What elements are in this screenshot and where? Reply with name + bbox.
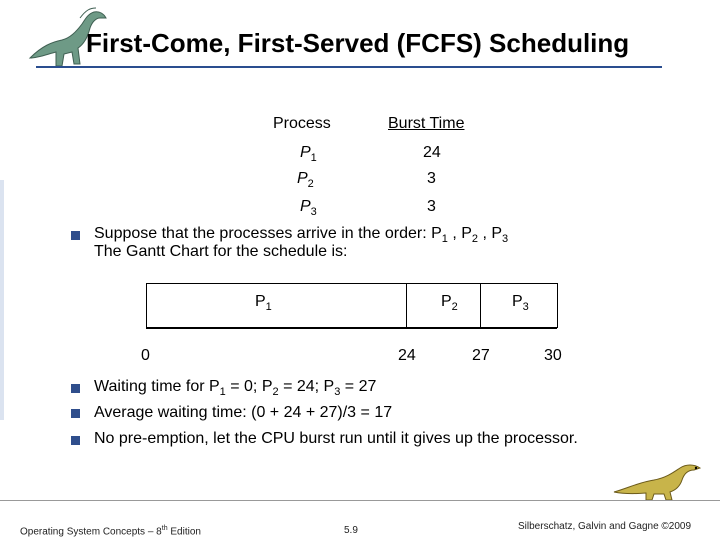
footer-authors: Silberschatz, Galvin and Gagne ©2009	[518, 521, 692, 532]
no-preemption-text: No pre-emption, let the CPU burst run until it gives up the processor.	[94, 430, 578, 447]
table-row-p2-burst: 3	[427, 170, 436, 187]
waiting-time-text: Waiting time for $P_1 = 0$; $P_2 = 24$; $P_3 = 27$	[94, 378, 377, 399]
gantt-tick-0: 0	[141, 347, 150, 364]
table-row-p3-burst: 3	[427, 198, 436, 215]
table-row-p2-process: $P_2$	[297, 170, 314, 191]
gantt-tick-30: 30	[544, 347, 562, 364]
footer-slide-number: 5.9	[344, 525, 358, 536]
side-accent-bar	[0, 180, 4, 420]
gantt-tick-24: 24	[398, 347, 416, 364]
gantt-label-p2: $P_2$	[441, 293, 458, 314]
page-title: First-Come, First-Served (FCFS) Scheduling	[86, 28, 630, 58]
title-divider	[36, 66, 662, 68]
gantt-tick-27: 27	[472, 347, 490, 364]
bullet-icon	[71, 436, 80, 445]
table-row-p1-burst: 24	[423, 144, 441, 161]
gantt-chart	[146, 283, 558, 328]
average-waiting-text: Average waiting time: (0 + 24 + 27)/3 = 17	[94, 404, 393, 421]
bullet-icon	[71, 409, 80, 418]
gantt-baseline	[146, 327, 557, 329]
dinosaur-mascot-icon	[610, 462, 710, 502]
arrival-order-text: Suppose that the processes arrive in the order: $P_1$ , $P_2$ , $P_3$	[94, 225, 509, 246]
table-header-process: Process	[273, 115, 331, 132]
gantt-divider-2	[480, 283, 481, 327]
bullet-icon	[71, 231, 80, 240]
table-header-burst-time: Burst Time	[388, 115, 465, 132]
gantt-label-p1: $P_1$	[255, 293, 272, 314]
table-row-p3-process: $P_3$	[300, 198, 317, 219]
bullet-icon	[71, 384, 80, 393]
footer-divider	[0, 500, 720, 501]
gantt-label-p3: $P_3$	[512, 293, 529, 314]
gantt-divider-1	[406, 283, 407, 327]
footer-book-title: Operating System Concepts – 8th Edition	[20, 525, 201, 538]
gantt-intro-text: The Gantt Chart for the schedule is:	[94, 243, 348, 260]
table-row-p1-process: $P_1$	[300, 144, 317, 165]
